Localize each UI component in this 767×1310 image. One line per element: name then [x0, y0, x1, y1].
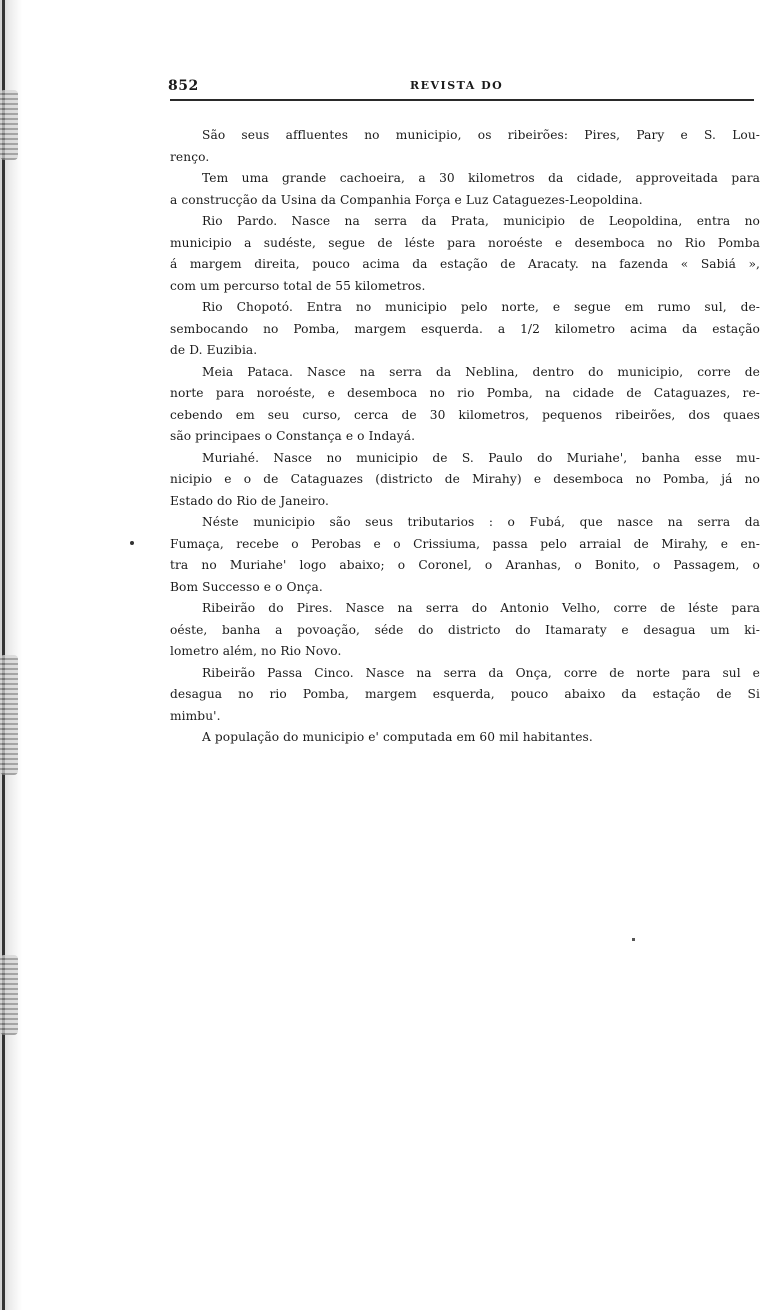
text-line: tra no Muriahe' logo abaixo; o Coronel, o Aranhas, o Bonito, o Passagem, o: [170, 558, 760, 572]
ink-dot: [130, 541, 134, 545]
text-line: Meia Pataca. Nasce na serra da Neblina, dentro do municipio, corre de: [202, 364, 760, 379]
text-line: Muriahé. Nasce no municipio de S. Paulo do Muriahe', banha esse mu-: [202, 450, 760, 465]
text-line: cebendo em seu curso, cerca de 30 kilometros, pequenos ribeirões, dos quaes: [170, 407, 760, 422]
text-line: Bom Successo e o Onça.: [170, 579, 323, 594]
text-line: desagua no rio Pomba, margem esquerda, pouco abaixo da estação de Si: [170, 687, 760, 701]
text-line: de D. Euzibia.: [170, 343, 258, 357]
ink-mark: [632, 938, 635, 941]
edge-stain: [0, 655, 18, 775]
text-line: nicipio e o de Cataguazes (districto de Mirahy) e desemboca no Pomba, já no: [170, 472, 760, 486]
running-title: REVISTA DO: [410, 79, 504, 92]
text-line: sembocando no Pomba, margem esquerda. a 1/2 kilometro acima da estação: [170, 321, 760, 336]
text-line: são principaes o Constança e o Indayá.: [170, 429, 416, 443]
text-line: A população do municipio e' computada em 60 mil habitantes.: [202, 730, 593, 744]
text-line: Rio Pardo. Nasce na serra da Prata, municipio de Leopoldina, entra no: [202, 214, 760, 228]
text-line: a construcção da Usina da Companhia Força e Luz Cataguezes-Leopoldina.: [170, 192, 643, 207]
text-line: Ribeirão Passa Cinco. Nasce na serra da Onça, corre de norte para sul e: [202, 665, 760, 680]
text-line: Néste municipio são seus tributarios : o Fubá, que nasce na serra da: [202, 515, 760, 529]
edge-stain: [0, 955, 18, 1035]
body-text: [170, 125, 760, 749]
page-number: 852: [168, 78, 199, 94]
text-line: renço.: [170, 149, 210, 164]
text-line: á margem direita, pouco acima da estação de Aracaty. na fazenda « Sabiá »,: [170, 257, 760, 271]
text-line: municipio a sudéste, segue de léste para noroéste e desemboca no Rio Pomba: [170, 235, 760, 250]
edge-stain: [0, 90, 18, 160]
text-line: Ribeirão do Pires. Nasce na serra do Antonio Velho, corre de léste para: [202, 601, 760, 615]
text-line: oéste, banha a povoação, séde do districto do Itamaraty e desagua um ki-: [170, 622, 760, 637]
text-line: com um percurso total de 55 kilometros.: [170, 278, 426, 293]
header-rule: [170, 99, 754, 101]
text-line: Tem uma grande cachoeira, a 30 kilometros da cidade, approveitada para: [202, 171, 760, 185]
text-line: lometro além, no Rio Novo.: [170, 644, 342, 658]
page-header: [168, 78, 756, 96]
text-line: Estado do Rio de Janeiro.: [170, 493, 329, 508]
text-line: São seus affluentes no municipio, os ribeirões: Pires, Pary e S. Lou-: [202, 128, 760, 142]
text-line: Rio Chopotó. Entra no municipio pelo norte, e segue em rumo sul, de-: [202, 300, 760, 314]
text-line: norte para noroéste, e desemboca no rio Pomba, na cidade de Cataguazes, re-: [170, 386, 760, 400]
text-line: mimbu'.: [170, 708, 221, 723]
text-line: Fumaça, recebe o Perobas e o Crissiuma, passa pelo arraial de Mirahy, e en-: [170, 536, 760, 551]
